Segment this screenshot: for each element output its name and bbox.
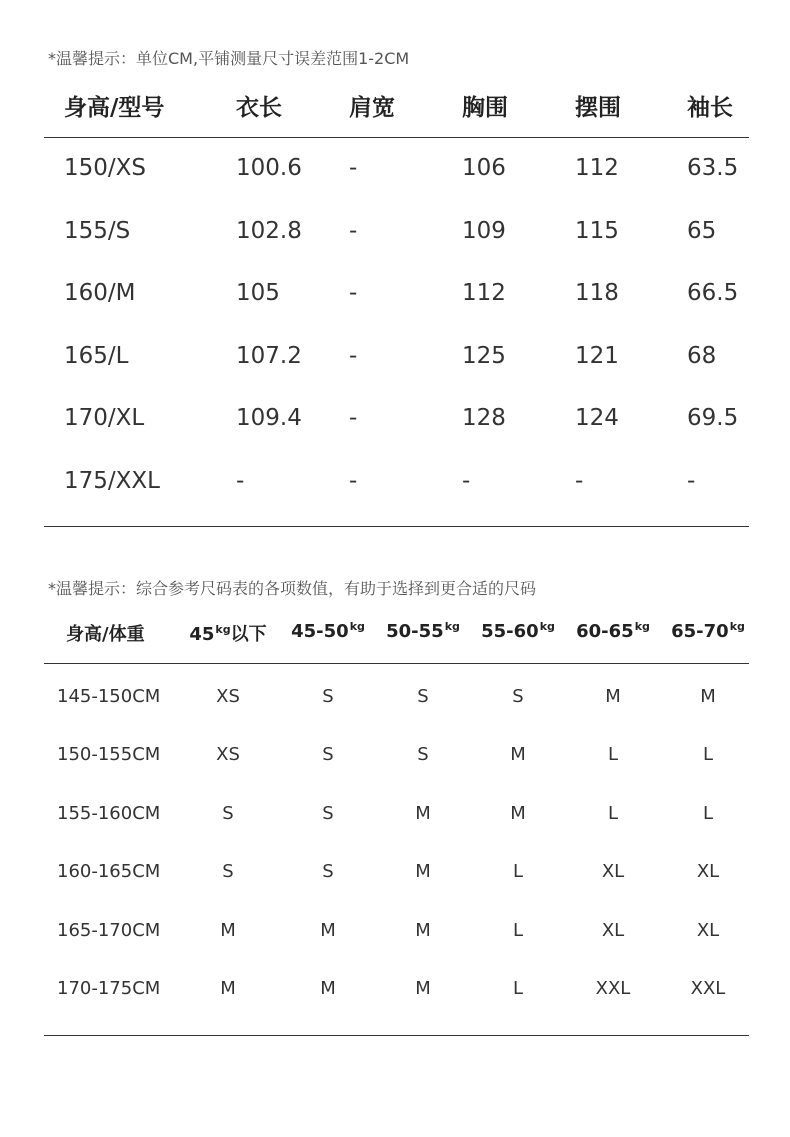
size-table-row [0, 155, 790, 195]
size-cell-sleeve: 66.5 [687, 280, 739, 307]
size-cell-sleeve: 68 [687, 342, 717, 369]
fit-cell-size: XL [696, 919, 720, 941]
size-cell-sleeve: - [687, 468, 696, 494]
size-cell-length: - [236, 468, 245, 494]
fit-cell-size: S [222, 802, 234, 824]
fit-cell-size: M [510, 802, 526, 824]
size-cell-size: 170/XL [64, 405, 145, 432]
size-cell-hem: - [575, 468, 584, 494]
fit-cell-size: M [220, 978, 236, 999]
header-weight-65-70: $65-70^{kg}$ [671, 620, 745, 642]
fit-cell-size: S [222, 861, 234, 883]
fit-cell-size: S [417, 744, 429, 766]
fit-table-row [0, 920, 790, 950]
size-cell-length: 100.6 [236, 155, 302, 181]
size-cell-sleeve: 65 [687, 217, 717, 244]
size-cell-hem: 112 [575, 155, 619, 181]
fit-cell-size: L [702, 802, 714, 824]
fit-cell-size: M [415, 802, 431, 824]
size-cell-shoulder: - [349, 468, 358, 494]
fit-cell-size: L [607, 744, 619, 766]
size-cell-hem: 124 [575, 405, 619, 432]
fit-table-bottom-divider [44, 1035, 749, 1036]
header-chest: 胸围 [462, 95, 508, 121]
fit-table-note: *温馨提示：综合参考尺码表的各项数值，有助于选择到更合适的尺码 [48, 579, 537, 598]
size-cell-length: 109.4 [236, 405, 302, 432]
fit-cell-height: 165-170CM [57, 919, 161, 941]
header-length: 衣长 [236, 95, 282, 121]
header-height-size: 身高/型号 [64, 95, 165, 121]
size-cell-chest: 106 [462, 155, 506, 181]
fit-cell-size: XXL [690, 978, 726, 999]
fit-cell-size: XL [696, 861, 720, 883]
fit-cell-size: XS [216, 686, 240, 707]
fit-table-header [0, 620, 790, 650]
fit-cell-size: M [415, 978, 431, 999]
fit-cell-size: S [322, 744, 334, 766]
header-sleeve: 袖长 [687, 95, 733, 121]
size-cell-sleeve: 63.5 [687, 155, 739, 181]
fit-cell-size: M [700, 686, 716, 707]
fit-cell-size: M [220, 919, 236, 941]
size-cell-size: 155/S [64, 217, 131, 244]
size-table-row [0, 405, 790, 445]
fit-cell-size: S [512, 686, 524, 707]
size-cell-length: 102.8 [236, 217, 302, 244]
size-table-header-divider [44, 137, 749, 138]
size-table-row [0, 468, 790, 508]
size-cell-shoulder: - [349, 155, 358, 181]
fit-table-row [0, 978, 790, 1008]
fit-cell-size: M [415, 861, 431, 883]
size-cell-size: 150/XS [64, 155, 147, 181]
size-cell-hem: 115 [575, 217, 619, 244]
header-weight-50-55: $50-55^{kg}$ [386, 620, 460, 642]
size-cell-chest: 125 [462, 342, 506, 369]
size-cell-hem: 118 [575, 280, 619, 307]
size-cell-chest: 128 [462, 405, 506, 432]
size-cell-shoulder: - [349, 217, 358, 244]
size-cell-shoulder: - [349, 405, 358, 432]
size-cell-chest: 112 [462, 280, 506, 307]
fit-cell-size: M [415, 919, 431, 941]
fit-cell-size: L [702, 744, 714, 766]
size-cell-shoulder: - [349, 342, 358, 369]
header-weight-45-below: $45^{kg}$以下 [189, 623, 267, 645]
fit-table-row [0, 861, 790, 891]
header-height-weight: 身高/体重 [66, 624, 145, 645]
size-table-row [0, 343, 790, 383]
fit-cell-size: M [320, 978, 336, 999]
header-weight-60-65: $60-65^{kg}$ [576, 620, 650, 642]
fit-table-header-divider [44, 663, 749, 664]
fit-cell-size: L [607, 802, 619, 824]
size-cell-chest: 109 [462, 217, 506, 244]
size-cell-hem: 121 [575, 342, 619, 369]
size-table-bottom-divider [44, 526, 749, 527]
size-cell-length: 105 [236, 280, 280, 307]
fit-cell-size: S [322, 802, 334, 824]
fit-cell-size: M [510, 744, 526, 766]
fit-cell-size: XS [216, 744, 240, 766]
size-cell-shoulder: - [349, 280, 358, 307]
size-table-note: *温馨提示：单位CM,平铺测量尺寸误差范围1-2CM [48, 49, 410, 68]
header-hem: 摆围 [575, 95, 621, 121]
fit-cell-size: S [322, 686, 334, 707]
fit-cell-size: L [512, 919, 524, 941]
size-cell-size: 165/L [64, 342, 129, 369]
fit-table-row [0, 744, 790, 774]
fit-cell-size: L [512, 861, 524, 883]
fit-cell-size: XL [601, 861, 625, 883]
size-cell-length: 107.2 [236, 342, 302, 369]
size-cell-size: 160/M [64, 280, 136, 307]
fit-cell-size: S [322, 861, 334, 883]
size-cell-chest: - [462, 468, 471, 494]
fit-cell-size: XXL [595, 978, 631, 999]
size-table-row [0, 218, 790, 258]
size-table-header [0, 89, 790, 129]
header-weight-55-60: $55-60^{kg}$ [481, 620, 555, 642]
size-cell-size: 175/XXL [64, 468, 160, 494]
fit-cell-size: S [417, 686, 429, 707]
fit-cell-size: M [320, 919, 336, 941]
header-shoulder: 肩宽 [349, 95, 395, 121]
fit-cell-height: 160-165CM [57, 861, 161, 883]
fit-cell-height: 155-160CM [57, 802, 161, 824]
header-weight-45-50: $45-50^{kg}$ [291, 620, 365, 642]
fit-cell-height: 150-155CM [57, 744, 161, 766]
fit-cell-size: XL [601, 919, 625, 941]
fit-table-row [0, 803, 790, 833]
fit-cell-size: L [512, 978, 524, 999]
fit-table-row [0, 686, 790, 716]
fit-cell-height: 145-150CM [57, 686, 161, 707]
fit-cell-height: 170-175CM [57, 978, 161, 999]
size-table-row [0, 280, 790, 320]
fit-cell-size: M [605, 686, 621, 707]
size-cell-sleeve: 69.5 [687, 405, 739, 432]
